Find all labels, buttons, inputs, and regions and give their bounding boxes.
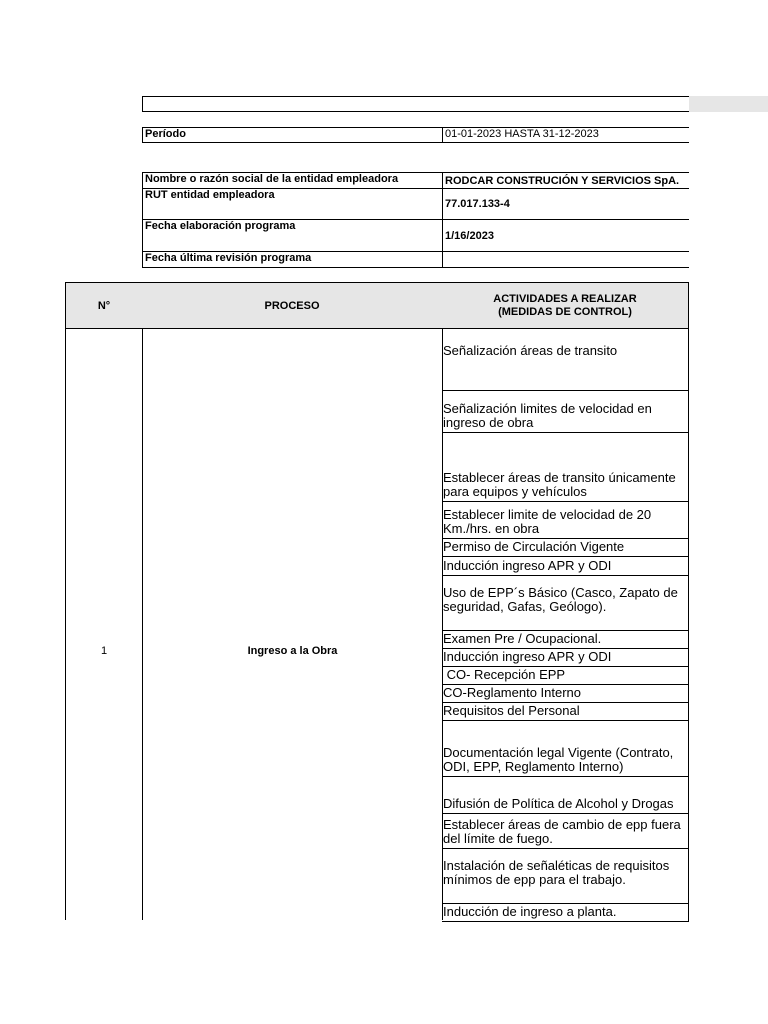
activity-row — [442, 813, 689, 849]
nombre-value-cell — [442, 172, 689, 188]
activity-row — [442, 432, 689, 502]
header-actividades — [442, 282, 689, 329]
activity-text: Uso de EPP´s Básico (Casco, Zapato de seguridad, Gafas, Geólogo). — [443, 585, 678, 614]
activity-text: Inducción ingreso APR y ODI — [443, 558, 612, 573]
periodo-value-cell — [442, 127, 689, 143]
activity-text: Inducción de ingreso a planta. — [443, 904, 617, 919]
activity-text: Documentación legal Vigente (Contrato, ODI, EPP, Reglamento Interno) — [443, 745, 674, 774]
rut-value: 77.017.133-4 — [445, 198, 510, 210]
rut-label: RUT entidad empleadora — [145, 189, 275, 201]
periodo-label: Período — [145, 128, 186, 140]
activity-row — [442, 538, 689, 557]
sheet-tab-strip — [689, 96, 768, 112]
fecha-elab-label: Fecha elaboración programa — [145, 220, 296, 232]
activity-text: Difusión de Política de Alcohol y Drogas — [443, 796, 674, 811]
activity-row — [442, 684, 689, 703]
nombre-label: Nombre o razón social de la entidad empleadora — [145, 173, 399, 185]
activity-row — [442, 848, 689, 904]
proceso-column — [142, 328, 443, 920]
header-n-label: N° — [97, 299, 111, 312]
activity-text: CO- Recepción EPP — [443, 667, 566, 682]
fecha-elab-value: 1/16/2023 — [445, 229, 494, 242]
activity-text: Examen Pre / Ocupacional. — [443, 631, 602, 646]
activity-text: CO-Reglamento Interno — [443, 685, 582, 700]
nombre-value: RODCAR CONSTRUCIÓN Y SERVICIOS SpA. — [445, 175, 680, 187]
activity-row — [442, 666, 689, 685]
fecha-elab-value-cell — [442, 219, 689, 251]
title-bar — [142, 96, 689, 112]
activity-row — [442, 630, 689, 649]
row-proceso: Ingreso a la Obra — [247, 645, 338, 657]
activity-row — [442, 720, 689, 777]
activity-text: Señalización limites de velocidad en ingreso de obra — [443, 401, 652, 430]
activity-text: Establecer limite de velocidad de 20 Km./hrs. en obra — [443, 507, 652, 536]
activity-text: Permiso de Circulación Vigente — [443, 539, 625, 554]
header-proceso-label: PROCESO — [264, 299, 320, 312]
activity-row — [442, 575, 689, 631]
activity-row — [442, 328, 689, 391]
activity-row — [442, 390, 689, 433]
activity-text: Establecer áreas de cambio de epp fuera del límite de fuego. — [443, 817, 681, 846]
activity-row — [442, 776, 689, 814]
header-n — [65, 282, 143, 329]
header-actividades-label-1: ACTIVIDADES A REALIZAR — [493, 292, 637, 305]
fecha-rev-label-cell — [142, 251, 443, 268]
fecha-rev-value-cell — [442, 251, 689, 268]
activity-text: Instalación de señaléticas de requisitos mínimos de epp para el trabajo. — [443, 858, 670, 887]
periodo-label-cell — [142, 127, 443, 143]
activity-row — [442, 501, 689, 539]
activity-text: Inducción ingreso APR y ODI — [443, 649, 612, 664]
rut-value-cell — [442, 188, 689, 219]
activity-row — [442, 903, 689, 922]
periodo-value: 01-01-2023 HASTA 31-12-2023 — [445, 128, 599, 140]
activity-row — [442, 556, 689, 576]
activity-text: Establecer áreas de transito únicamente para equipos y vehículos — [443, 470, 676, 499]
activity-row — [442, 702, 689, 721]
activity-text: Señalización áreas de transito — [443, 343, 618, 358]
fecha-elab-label-cell — [142, 219, 443, 251]
activity-text: Requisitos del Personal — [443, 703, 580, 718]
fecha-rev-label: Fecha última revisión programa — [145, 252, 312, 264]
n-column — [65, 328, 143, 920]
nombre-label-cell — [142, 172, 443, 188]
row-number: 1 — [100, 645, 108, 657]
rut-label-cell — [142, 188, 443, 219]
header-proceso — [142, 282, 443, 329]
header-actividades-label-2: (MEDIDAS DE CONTROL) — [498, 305, 632, 318]
activity-row — [442, 648, 689, 667]
